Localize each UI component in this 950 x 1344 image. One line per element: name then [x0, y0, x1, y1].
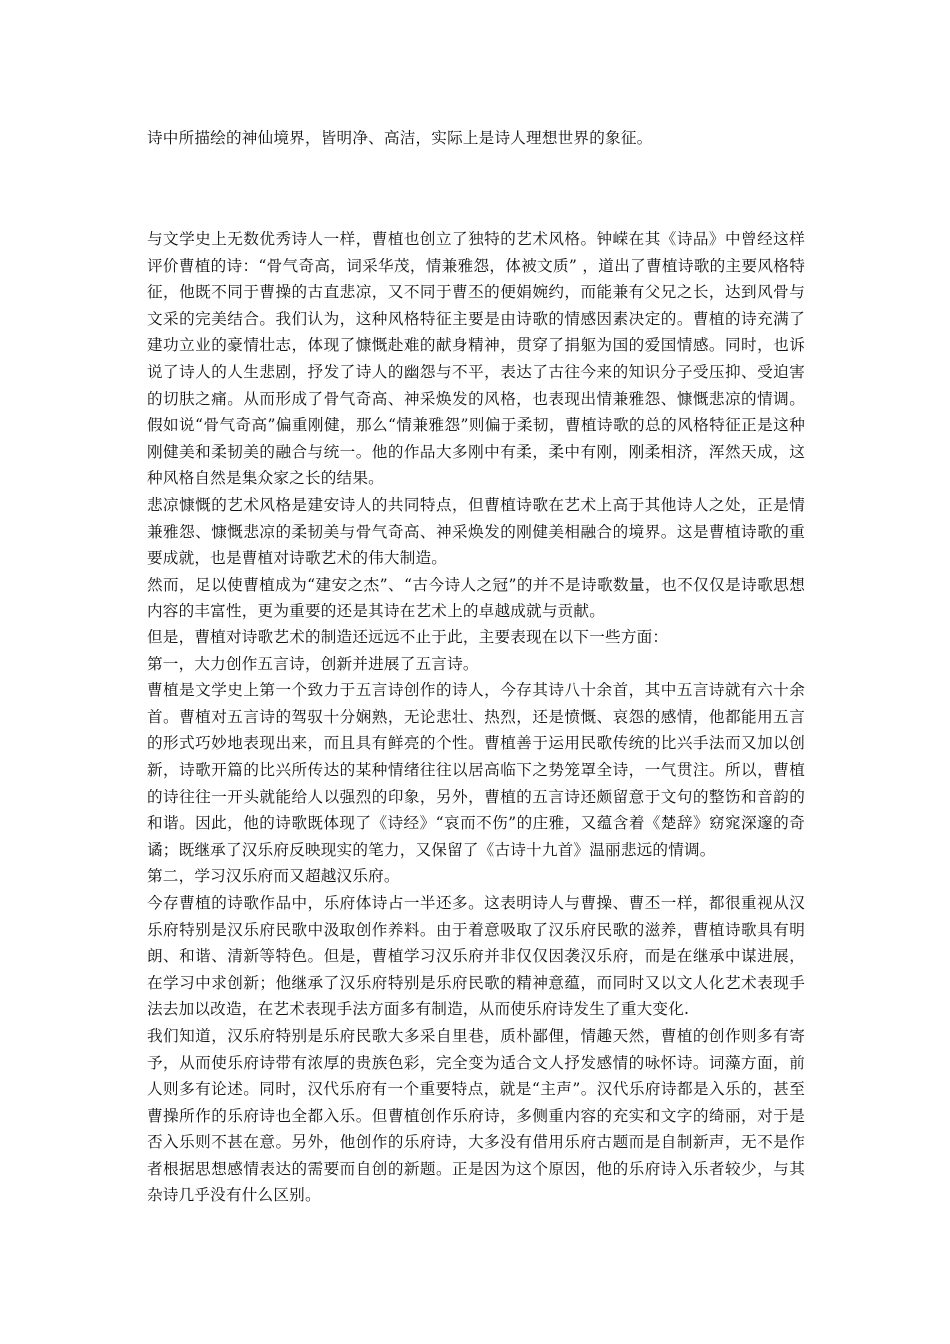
art-intro-paragraph: 但是，曹植对诗歌艺术的制造还远远不止于此，主要表现在以下一些方面：: [147, 628, 669, 646]
intro-section: [147, 125, 805, 152]
point2-body: 今存曹植的诗歌作品中，乐府体诗占一半还多。这表明诗人与曹操、曹丕一样，都很重视从汉乐府特别是汉乐府民歌中汲取创作养料。由于着意吸取了汉乐府民歌的滋养，曹植诗歌具有明朗、和谐、清新等特色。但是，曹植学习汉乐府并非仅仅因袭汉乐府，而是在继承中谋进展，在学习中求创新；他继承了汉乐府特别是乐府民歌的精神意蕴，而同时又以文人化艺术表现手法去加以改造，在艺术表现手法方面多有制造，从而使乐府诗发生了重大变化.: [147, 893, 805, 1019]
intro-paragraph: 诗中所描绘的神仙境界，皆明净、高洁，实际上是诗人理想世界的象征。: [147, 129, 653, 147]
style-paragraph-3: 然而，足以使曹植成为“建安之杰”、“古今诗人之冠”的并不是诗歌数量，也不仅仅是诗歌思想内容的丰富性，更为重要的还是其诗在艺术上的卓越成就与贡献。: [147, 575, 805, 621]
style-paragraph-1: 与文学史上无数优秀诗人一样，曹植也创立了独特的艺术风格。钟嵘在其《诗品》中曾经这样评价曹植的诗：“骨气奇高，词采华茂，情兼雅怨，体被文质” ，道出了曹植诗歌的主要风格特征，他既不同于曹操的古直悲凉，又不同于曹丕的便娟婉约，而能兼有父兄之长，达到风骨与文采的完美结合。我们认为，这种风格特征主要是由诗歌的情感因素决定的。曹植的诗充满了建功立业的豪情壮志，体现了慷慨赴难的献身精神，贯穿了捐躯为国的爱国情感。同时，也诉说了诗人的人生悲剧，抒发了诗人的幽怨与不平，表达了古往今来的知识分子受压抑、受迫害的切肤之痛。从而形成了骨气奇高、神采焕发的风格，也表现出情兼雅怨、慷慨悲凉的情调。假如说“骨气奇高”偏重刚健，那么“情兼雅怨”则偏于柔韧，曹植诗歌的总的风格特征正是这种刚健美和柔韧美的融合与统一。他的作品大多刚中有柔，柔中有刚，刚柔相济，浑然天成，这种风格自然是集众家之长的结果。: [147, 230, 805, 488]
style-section: [147, 226, 805, 625]
art-section: [147, 624, 805, 1209]
point2-body-continued: 我们知道，汉乐府特别是乐府民歌大多采自里巷，质朴鄙俚，情趣天然，曹植的创作则多有寄予，从而使乐府诗带有浓厚的贵族色彩，完全变为适合文人抒发感情的咏怀诗。词藻方面，前人则多有论述。同时，汉代乐府有一个重要特点，就是“主声”。汉代乐府诗都是入乐的，甚至曹操所作的乐府诗也全都入乐。但曹植创作乐府诗，多侧重内容的充实和文字的绮丽，对于是否入乐则不甚在意。另外，他创作的乐府诗，大多没有借用乐府古题而是自制新声，无不是作者根据思想感情表达的需要而自创的新题。正是因为这个原因，他的乐府诗入乐者较少，与其杂诗几乎没有什么区别。: [147, 1026, 805, 1205]
point1-heading: 第一，大力创作五言诗，创新并进展了五言诗。: [147, 654, 479, 673]
point2-heading: 第二，学习汉乐府而又超越汉乐府。: [147, 867, 400, 886]
style-paragraph-2: 悲凉慷慨的艺术风格是建安诗人的共同特点，但曹植诗歌在艺术上高于其他诗人之处，正是情兼雅怨、慷慨悲凉的柔韧美与骨气奇高、神采焕发的刚健美相融合的境界。这是曹植诗歌的重要成就，也是曹植对诗歌艺术的伟大制造。: [147, 495, 805, 568]
point1-body: 曹植是文学史上第一个致力于五言诗创作的诗人，今存其诗八十余首，其中五言诗就有六十余首。曹植对五言诗的驾驭十分娴熟，无论悲壮、热烈，还是愤慨、哀怨的感情，他都能用五言的形式巧妙地表现出来，而且具有鲜亮的个性。曹植善于运用民歌传统的比兴手法而又加以创新，诗歌开篇的比兴所传达的某种情绪往往以居高临下之势笼罩全诗，一气贯注。所以，曹植的诗往往一开头就能给人以强烈的印象，另外，曹植的五言诗还颇留意于文句的整饬和音韵的和谐。因此，他的诗歌既体现了《诗经》“哀而不伤”的庄雅，又蕴含着《楚辞》窈窕深邃的奇谲；既继承了汉乐府反映现实的笔力，又保留了《古诗十九首》温丽悲远的情调。: [147, 681, 805, 859]
